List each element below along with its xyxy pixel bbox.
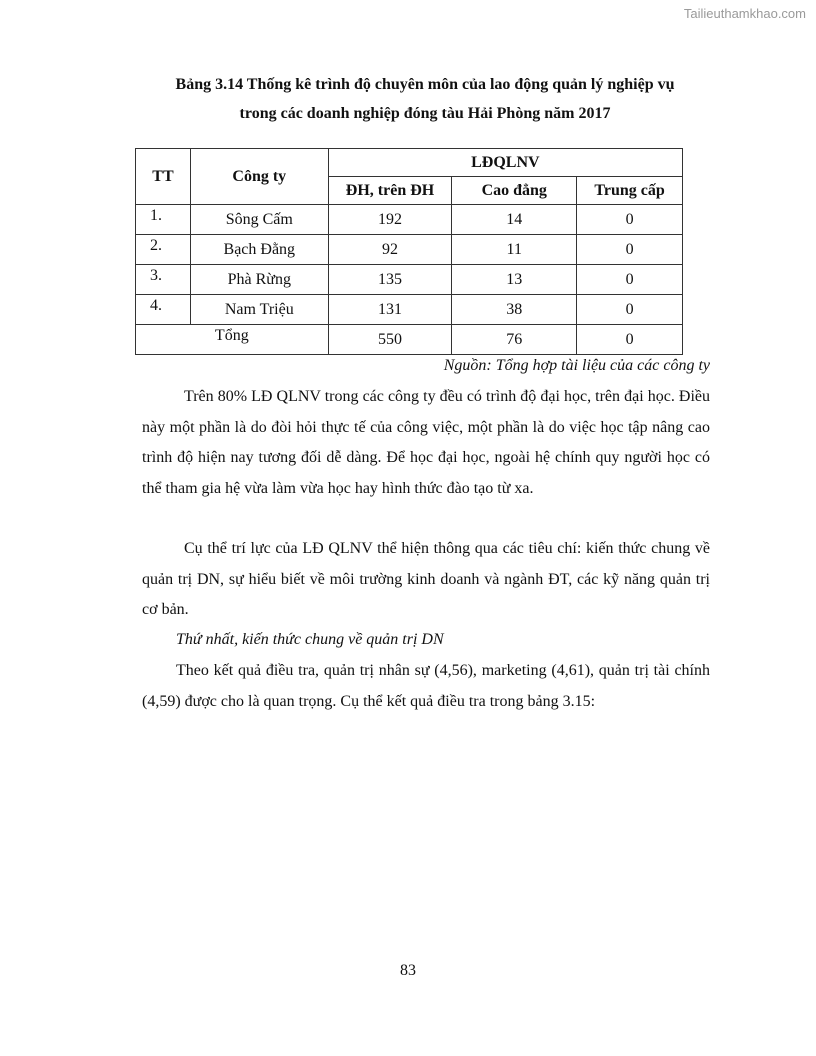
header-tt: TT	[136, 149, 191, 205]
table-caption-line-1: Bảng 3.14 Thống kê trình độ chuyên môn của lao động quản lý nghiệp vụ	[175, 76, 675, 93]
cell-college: 11	[452, 235, 577, 265]
cell-total-college: 76	[452, 325, 577, 355]
header-row-1	[136, 149, 683, 177]
table-row	[136, 235, 683, 265]
header-group: LĐQLNV	[328, 149, 682, 177]
cell-university: 131	[328, 295, 452, 325]
cell-intermediate: 0	[577, 205, 683, 235]
table-row	[136, 205, 683, 235]
cell-tt: 2.	[136, 235, 191, 265]
staff-qualification-table	[135, 148, 683, 355]
cell-company: Bạch Đằng	[190, 235, 328, 265]
cell-intermediate: 0	[577, 235, 683, 265]
cell-university: 92	[328, 235, 452, 265]
section-subheading: Thứ nhất, kiến thức chung về quản trị DN	[176, 631, 444, 648]
cell-company: Nam Triệu	[190, 295, 328, 325]
cell-intermediate: 0	[577, 295, 683, 325]
header-college: Cao đẳng	[452, 177, 577, 205]
cell-total-label: Tổng	[136, 325, 329, 355]
cell-company: Sông Cấm	[190, 205, 328, 235]
total-row	[136, 325, 683, 355]
cell-total-intermediate: 0	[577, 325, 683, 355]
paragraph-2: Cụ thể trí lực của LĐ QLNV thể hiện thông qua các tiêu chí: kiến thức chung về quản trị DN, sự hiểu biết về môi trường kinh doanh và ngành ĐT, các kỹ năng quản trị cơ bản.	[142, 540, 710, 618]
cell-intermediate: 0	[577, 265, 683, 295]
cell-university: 192	[328, 205, 452, 235]
table-caption-line-2: trong các doanh nghiệp đóng tàu Hải Phòng năm 2017	[239, 105, 611, 122]
header-intermediate: Trung cấp	[577, 177, 683, 205]
table-row	[136, 295, 683, 325]
cell-tt: 1.	[136, 205, 191, 235]
table-row	[136, 265, 683, 295]
paragraph-3: Theo kết quả điều tra, quản trị nhân sự (4,56), marketing (4,61), quản trị tài chính (4,59) được cho là quan trọng. Cụ thể kết quả điều tra trong bảng 3.15:	[142, 662, 710, 710]
table-source-note: Nguồn: Tổng hợp tài liệu của các công ty	[443, 357, 710, 374]
paragraph-1: Trên 80% LĐ QLNV trong các công ty đều có trình độ đại học, trên đại học. Điều này một phần là do đòi hỏi thực tế của công việc, một phần là do việc học tập nâng cao trình độ hiện nay tương đối dễ dàng. Để học đại học, ngoài hệ chính quy người học có thể tham gia hệ vừa làm vừa học hay hình thức đào tạo từ xa.	[142, 388, 710, 497]
cell-university: 135	[328, 265, 452, 295]
cell-tt: 4.	[136, 295, 191, 325]
cell-college: 14	[452, 205, 577, 235]
page-number: 83	[400, 962, 416, 979]
cell-college: 13	[452, 265, 577, 295]
header-university: ĐH, trên ĐH	[328, 177, 452, 205]
cell-tt: 3.	[136, 265, 191, 295]
watermark: Tailieuthamkhao.com	[683, 6, 806, 21]
cell-company: Phà Rừng	[190, 265, 328, 295]
cell-total-university: 550	[328, 325, 452, 355]
header-company: Công ty	[190, 149, 328, 205]
cell-college: 38	[452, 295, 577, 325]
